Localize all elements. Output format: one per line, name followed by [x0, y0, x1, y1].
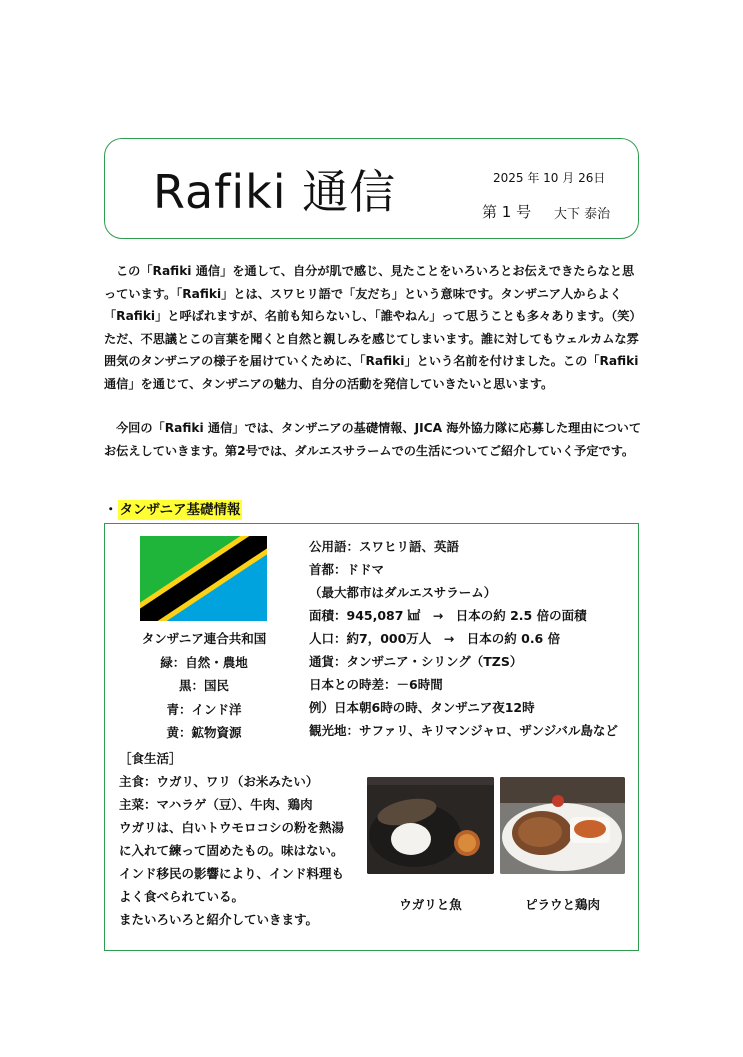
tanzania-flag-image — [140, 536, 267, 621]
fact-language: 公用語：スワヒリ語、英語 — [309, 539, 460, 554]
flag-caption — [123, 627, 285, 745]
ugali-fish-photo — [367, 777, 494, 874]
photo-caption-ugali: ウガリと魚 — [399, 897, 462, 912]
intro-paragraph-2: 今回の「Rafiki 通信」では、タンザニアの基礎情報、JICA 海外協力隊に応募した理由についてお伝えしていきます。第2号では、ダルエスサラームでの生活についてご紹介していく予定です。 — [104, 421, 642, 458]
fact-tourism: 観光地：サファリ、キリマンジャロ、ザンジバル島など — [309, 723, 618, 738]
photo-caption-pilau: ピラウと鶏肉 — [524, 897, 600, 912]
fact-area: 面積：945,087 ㎢ → 日本の約 2.5 倍の面積 — [309, 608, 587, 623]
food-text-line: に入れて練って固めたもの。味はない。 — [119, 843, 344, 858]
section-bullet: ・ — [104, 502, 118, 518]
food-text-line: ウガリは、白いトウモロコシの粉を熱湯 — [119, 820, 345, 835]
fact-population: 人口：約7，000万人 → 日本の約 0.6 倍 — [309, 631, 561, 646]
page-title: Rafiki 通信 — [153, 165, 397, 219]
issue-number: 第 1 号 — [482, 203, 532, 221]
flag-meaning-black: 黒：国民 — [178, 678, 229, 693]
issue-date: 2025 年 10 月 26日 — [493, 171, 606, 185]
section-heading-text: タンザニア基礎情報 — [119, 502, 241, 518]
author-name: 大下 泰治 — [554, 207, 611, 222]
pilau-chicken-photo — [500, 777, 625, 874]
flag-meaning-blue: 青：インド洋 — [166, 701, 242, 717]
flag-meaning-green: 緑：自然・農地 — [160, 654, 248, 670]
info-box — [104, 523, 639, 951]
facts-list — [309, 535, 639, 742]
food-heading: ［食生活］ — [119, 751, 182, 766]
food-text-line: インド移民の影響により、インド料理も — [119, 866, 345, 881]
food-text-line: またいろいろと紹介していきます。 — [119, 912, 319, 927]
intro-paragraph-1: この「Rafiki 通信」を通して、自分が肌で感じ、見たことをいろいろとお伝えできたらなと思っています。「Rafiki」とは、スワヒリ語で「友だち」という意味です。タンザニア人からよく「Rafiki」と呼ばれますが、名前も知らないし、「誰やねん」って思うことも多々あります。（笑）ただ、不思議とこの言葉を聞くと自然と親しみを感じてしまいます。誰に対してもウェルカムな雰囲気のタンザニアの様子を届けていくために、「Rafiki」という名前を付けました。この「Rafiki 通信」を通じて、タンザニアの魅力、自分の活動を発信していきたいと思います。 — [104, 264, 642, 391]
food-text-line: よく食べられている。 — [119, 889, 245, 904]
header-box — [104, 138, 639, 239]
food-main: 主菜：マハラゲ（豆）、牛肉、鶏肉 — [119, 797, 313, 812]
fact-largest-city: （最大都市はダルエスサラーム） — [309, 585, 497, 600]
food-section — [119, 747, 364, 931]
fact-time-difference: 日本との時差：－6時間 — [309, 677, 443, 692]
country-name: タンザニア連合共和国 — [141, 631, 267, 646]
fact-capital: 首都：ドドマ — [309, 562, 385, 577]
fact-time-example: 例）日本朝6時の時、タンザニア夜12時 — [309, 700, 535, 715]
flag-meaning-yellow: 黄：鉱物資源 — [166, 725, 242, 740]
food-staple: 主食：ウガリ、ワリ（お米みたい） — [119, 774, 319, 789]
section-heading — [104, 498, 242, 518]
fact-currency: 通貨：タンザニア・シリング（TZS） — [309, 654, 523, 669]
